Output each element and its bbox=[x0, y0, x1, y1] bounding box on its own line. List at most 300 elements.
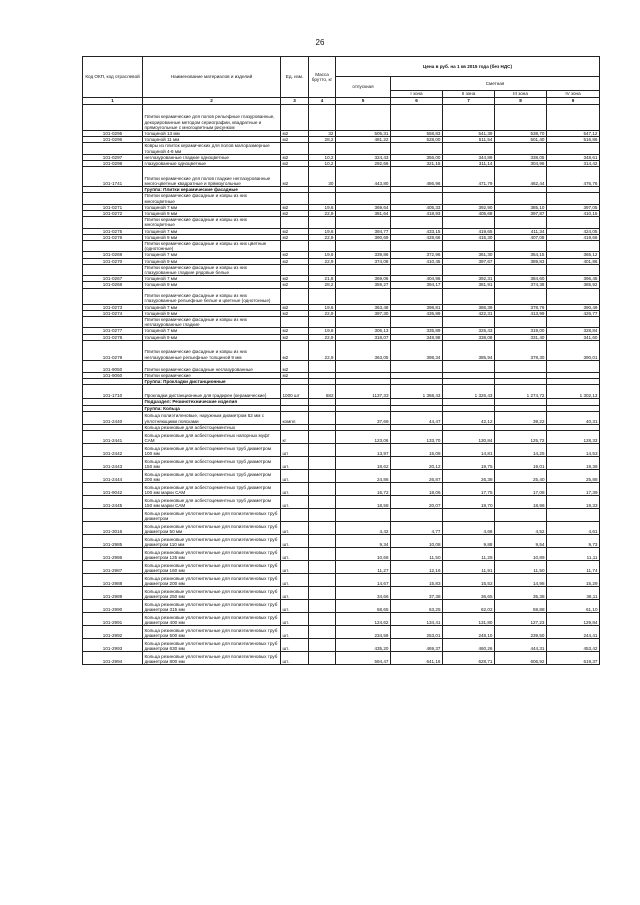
price-zone-1: 435,89 bbox=[391, 310, 443, 316]
item-code: 101-0274 bbox=[83, 310, 143, 316]
item-mass bbox=[309, 217, 336, 228]
price-zone-2: 460,26 bbox=[443, 638, 495, 651]
table-row bbox=[83, 143, 600, 154]
price-zone-2: 422,31 bbox=[443, 310, 495, 316]
header-release: отпускная bbox=[336, 77, 391, 98]
price-zone-3 bbox=[495, 264, 547, 275]
price-release: 14,67 bbox=[336, 573, 391, 586]
item-unit bbox=[281, 143, 309, 154]
price-zone-3: 4,52 bbox=[495, 521, 547, 534]
price-zone-2: 26,38 bbox=[443, 469, 495, 482]
item-unit: м2 bbox=[281, 228, 309, 234]
price-zone-2: 338,08 bbox=[443, 334, 495, 340]
item-unit: м2 bbox=[281, 161, 309, 167]
price-release: 58,65 bbox=[336, 599, 391, 612]
price-release: 124,62 bbox=[336, 612, 391, 625]
item-name: толщиной 7 мм bbox=[143, 328, 281, 334]
header-name: Наименование материалов и изделий bbox=[143, 57, 281, 98]
table-row bbox=[83, 264, 600, 275]
table-row bbox=[83, 411, 600, 424]
price-zone-4: 328,84 bbox=[547, 328, 600, 334]
item-code bbox=[83, 143, 143, 154]
item-code: 101-2990 bbox=[83, 599, 143, 612]
header-zone-3: III зона bbox=[495, 91, 547, 98]
table-row bbox=[83, 443, 600, 456]
price-zone-4: 11,74 bbox=[547, 560, 600, 573]
price-zone-2: 381,91 bbox=[443, 282, 495, 288]
table-row bbox=[83, 105, 600, 131]
item-name: Плитки керамические фасадные и ковры из них глазурованные рельефные белые и цветные (однотонные) bbox=[143, 288, 281, 304]
item-name: Кольца резиновые для асбестоцементных труб диаметром 100 мм марки САМ bbox=[143, 482, 281, 495]
price-zone-4: 36,11 bbox=[547, 586, 600, 599]
price-zone-3 bbox=[495, 288, 547, 304]
price-zone-4 bbox=[547, 360, 600, 372]
price-zone-1 bbox=[391, 217, 443, 228]
price-zone-4: 25,88 bbox=[547, 469, 600, 482]
column-index: 6 bbox=[391, 98, 443, 105]
item-unit bbox=[281, 217, 309, 228]
item-name: толщиной 11 мм bbox=[143, 137, 281, 143]
price-zone-3: 501,40 bbox=[495, 137, 547, 143]
table-row bbox=[83, 167, 600, 187]
item-unit: м2 bbox=[281, 234, 309, 240]
price-release: 369,64 bbox=[336, 204, 391, 210]
item-unit bbox=[281, 317, 309, 328]
item-mass: 22,9 bbox=[309, 211, 336, 217]
item-code: 101-0275 bbox=[83, 228, 143, 234]
price-zone-2: 419,65 bbox=[443, 228, 495, 234]
price-zone-1 bbox=[391, 143, 443, 154]
price-zone-1: 15,08 bbox=[391, 443, 443, 456]
item-code: 101-1710 bbox=[83, 385, 143, 399]
item-name: Плитки керамические фасадные и ковры из них цветные (однотонные) bbox=[143, 241, 281, 252]
item-name: Плитки керамические фасадные и ковры из них неглазурованные гладкие bbox=[143, 317, 281, 328]
price-zone-1: 15,83 bbox=[391, 573, 443, 586]
price-zone-1: 394,17 bbox=[391, 282, 443, 288]
price-zone-4: 396,45 bbox=[547, 276, 600, 282]
price-zone-3: 338,05 bbox=[495, 154, 547, 160]
item-name: Кольца резиновые уплотнительные для полиэтиленовых труб диаметром 110 мм bbox=[143, 534, 281, 547]
item-code: 101-2992 bbox=[83, 625, 143, 638]
item-name: Плитки керамические для полов рельефные глазурованные, декорированные методом сериографии, квадратные и прямоугольные с многоцветным рисунком bbox=[143, 105, 281, 131]
price-zone-3: 319,00 bbox=[495, 328, 547, 334]
price-zone-3: 239,50 bbox=[495, 625, 547, 638]
price-zone-1: 20,07 bbox=[391, 495, 443, 508]
item-unit bbox=[281, 193, 309, 204]
item-name: глазурованные одноцветные bbox=[143, 161, 281, 167]
price-release: 363,05 bbox=[336, 340, 391, 360]
price-release bbox=[336, 143, 391, 154]
item-name: Кольца резиновые уплотнительные для полиэтиленовых труб диаметром 500 мм bbox=[143, 625, 281, 638]
item-mass bbox=[309, 508, 336, 521]
price-release bbox=[336, 264, 391, 275]
item-code: 101-2989 bbox=[83, 586, 143, 599]
item-unit bbox=[281, 508, 309, 521]
price-release: 306,13 bbox=[336, 328, 391, 334]
item-code: 101-0295 bbox=[83, 131, 143, 137]
item-unit: шт. bbox=[281, 560, 309, 573]
price-zone-3: 19,01 bbox=[495, 456, 547, 469]
price-zone-1: 398,81 bbox=[391, 304, 443, 310]
price-zone-2: 17,75 bbox=[443, 482, 495, 495]
price-zone-1: 469,37 bbox=[391, 638, 443, 651]
price-zone-2: 4,68 bbox=[443, 521, 495, 534]
price-zone-2: 541,39 bbox=[443, 131, 495, 137]
item-unit: шт. bbox=[281, 573, 309, 586]
price-zone-2: 131,80 bbox=[443, 612, 495, 625]
table-row bbox=[83, 482, 600, 495]
price-zone-3: 378,76 bbox=[495, 304, 547, 310]
price-release: 34,66 bbox=[336, 586, 391, 599]
item-name: Кольца резиновые уплотнительные для полиэтиленовых труб диаметром 200 мм bbox=[143, 573, 281, 586]
price-release: 24,86 bbox=[336, 469, 391, 482]
item-mass bbox=[309, 143, 336, 154]
price-zone-4: 547,12 bbox=[547, 131, 600, 137]
price-zone-2: 405,68 bbox=[443, 211, 495, 217]
table-row bbox=[83, 385, 600, 399]
item-unit: шт. bbox=[281, 625, 309, 638]
item-code: 101-0276 bbox=[83, 234, 143, 240]
price-zone-2: 19,70 bbox=[443, 495, 495, 508]
price-zone-3: 25,40 bbox=[495, 469, 547, 482]
item-code: 101-0272 bbox=[83, 211, 143, 217]
table-row bbox=[83, 288, 600, 304]
price-zone-2: 14,81 bbox=[443, 443, 495, 456]
item-unit: шт. bbox=[281, 534, 309, 547]
item-mass bbox=[309, 317, 336, 328]
item-mass: 22,9 bbox=[309, 258, 336, 264]
item-name: Кольца резиновые уплотнительные для полиэтиленовых труб диаметром bbox=[143, 508, 281, 521]
item-code: 101-0277 bbox=[83, 328, 143, 334]
price-table bbox=[82, 56, 600, 665]
item-mass bbox=[309, 612, 336, 625]
price-zone-3: 378,30 bbox=[495, 340, 547, 360]
item-code bbox=[83, 241, 143, 252]
item-mass bbox=[309, 599, 336, 612]
header-unit: Ед. изм. bbox=[281, 57, 309, 98]
price-zone-1: 26,87 bbox=[391, 469, 443, 482]
price-zone-2 bbox=[443, 317, 495, 328]
item-mass: 28,2 bbox=[309, 282, 336, 288]
item-code: 101-0279 bbox=[83, 340, 143, 360]
item-name: Плитки керамические bbox=[143, 372, 281, 378]
column-index: 4 bbox=[309, 98, 336, 105]
price-zone-3: 397,87 bbox=[495, 211, 547, 217]
price-zone-4 bbox=[547, 264, 600, 275]
price-zone-2: 344,89 bbox=[443, 154, 495, 160]
item-code bbox=[83, 508, 143, 521]
price-release: 359,27 bbox=[336, 282, 391, 288]
table-row bbox=[83, 360, 600, 372]
item-name: толщиной 9 мм bbox=[143, 334, 281, 340]
column-index: 2 bbox=[143, 98, 281, 105]
item-code bbox=[83, 317, 143, 328]
item-code: 101-0298 bbox=[83, 161, 143, 167]
price-zone-3: 35,38 bbox=[495, 586, 547, 599]
price-zone-3: 59,88 bbox=[495, 599, 547, 612]
price-zone-1: 356,00 bbox=[391, 154, 443, 160]
price-zone-2 bbox=[443, 193, 495, 204]
item-mass bbox=[309, 547, 336, 560]
item-mass: 21,8 bbox=[309, 276, 336, 282]
item-unit bbox=[281, 105, 309, 131]
item-mass: 32 bbox=[309, 131, 336, 137]
table-row bbox=[83, 625, 600, 638]
item-unit: м2 bbox=[281, 340, 309, 360]
price-release: 390,69 bbox=[336, 234, 391, 240]
table-row bbox=[83, 241, 600, 252]
item-unit: м2 bbox=[281, 131, 309, 137]
item-unit: м2 bbox=[281, 360, 309, 372]
price-zone-2: 1 326,43 bbox=[443, 385, 495, 399]
item-mass bbox=[309, 193, 336, 204]
price-release: 363,48 bbox=[336, 304, 391, 310]
table-row bbox=[83, 508, 600, 521]
item-unit: м2 bbox=[281, 276, 309, 282]
item-name: Группа: Прокладки дистанционные bbox=[143, 379, 281, 385]
price-zone-3: 411,34 bbox=[495, 228, 547, 234]
price-release bbox=[336, 193, 391, 204]
price-zone-2: 9,88 bbox=[443, 534, 495, 547]
price-release: 481,22 bbox=[336, 137, 391, 143]
table-row bbox=[83, 340, 600, 360]
price-zone-2 bbox=[443, 508, 495, 521]
item-unit: кг bbox=[281, 430, 309, 443]
item-mass: 22,9 bbox=[309, 234, 336, 240]
price-zone-1: 133,70 bbox=[391, 430, 443, 443]
item-unit: шт. bbox=[281, 651, 309, 664]
price-release: 339,86 bbox=[336, 252, 391, 258]
price-zone-4 bbox=[547, 288, 600, 304]
item-mass: 10,2 bbox=[309, 161, 336, 167]
item-mass bbox=[309, 651, 336, 664]
price-zone-4 bbox=[547, 217, 600, 228]
item-unit: м2 bbox=[281, 310, 309, 316]
price-release: 18,58 bbox=[336, 495, 391, 508]
price-zone-1: 1 368,43 bbox=[391, 385, 443, 399]
price-zone-1: 12,16 bbox=[391, 560, 443, 573]
item-mass bbox=[309, 430, 336, 443]
price-release: 374,08 bbox=[336, 258, 391, 264]
price-zone-4: 410,15 bbox=[547, 211, 600, 217]
price-release: 123,06 bbox=[336, 430, 391, 443]
header-estimate: Сметная bbox=[391, 77, 600, 91]
price-zone-4: 9,73 bbox=[547, 534, 600, 547]
price-zone-4: 424,05 bbox=[547, 228, 600, 234]
item-mass bbox=[309, 482, 336, 495]
price-zone-3: 538,70 bbox=[495, 131, 547, 137]
price-zone-4: 19,38 bbox=[547, 456, 600, 469]
price-zone-2: 361,30 bbox=[443, 252, 495, 258]
item-name: Кольца резиновые для асбестоцементных труб диаметром 150 мм bbox=[143, 456, 281, 469]
price-zone-3: 331,40 bbox=[495, 334, 547, 340]
price-zone-1 bbox=[391, 288, 443, 304]
item-unit: шт bbox=[281, 443, 309, 456]
price-zone-2 bbox=[443, 360, 495, 372]
price-zone-4: 348,61 bbox=[547, 154, 600, 160]
column-index: 1 bbox=[83, 98, 143, 105]
price-zone-4 bbox=[547, 105, 600, 131]
item-name: толщиной 9 мм bbox=[143, 282, 281, 288]
price-zone-1: 372,96 bbox=[391, 252, 443, 258]
table-row bbox=[83, 469, 600, 482]
item-mass: 10,2 bbox=[309, 154, 336, 160]
price-zone-1: 11,50 bbox=[391, 547, 443, 560]
table-row bbox=[83, 521, 600, 534]
item-unit: компл bbox=[281, 411, 309, 424]
price-zone-2: 130,84 bbox=[443, 430, 495, 443]
item-mass bbox=[309, 443, 336, 456]
item-name: Кольца резиновые уплотнительные для полиэтиленовых труб диаметром 400 мм bbox=[143, 612, 281, 625]
price-zone-3 bbox=[495, 193, 547, 204]
item-code bbox=[83, 217, 143, 228]
column-index: 5 bbox=[336, 98, 391, 105]
price-zone-3: 18,96 bbox=[495, 495, 547, 508]
item-code: 101-2445 bbox=[83, 495, 143, 508]
item-unit: м2 bbox=[281, 137, 309, 143]
column-index: 7 bbox=[443, 98, 495, 105]
table-row bbox=[83, 560, 600, 573]
price-zone-2 bbox=[443, 217, 495, 228]
price-release: 234,59 bbox=[336, 625, 391, 638]
price-zone-3: 374,38 bbox=[495, 282, 547, 288]
item-code: 101-3016 bbox=[83, 521, 143, 534]
price-release: 324,43 bbox=[336, 154, 391, 160]
item-unit: шт. bbox=[281, 495, 309, 508]
item-mass bbox=[309, 411, 336, 424]
price-zone-1: 433,15 bbox=[391, 228, 443, 234]
price-zone-2: 11,91 bbox=[443, 560, 495, 573]
item-code: 101-0278 bbox=[83, 334, 143, 340]
price-zone-2 bbox=[443, 288, 495, 304]
price-release bbox=[336, 360, 391, 372]
price-zone-1: 486,96 bbox=[391, 167, 443, 187]
price-zone-4: 401,86 bbox=[547, 258, 600, 264]
price-zone-1: 335,89 bbox=[391, 328, 443, 334]
price-zone-3: 462,44 bbox=[495, 167, 547, 187]
column-index: 8 bbox=[495, 98, 547, 105]
header-price: Цена в руб. на 1 кв 2015 года (без НДС) bbox=[336, 57, 600, 77]
price-release: 397,30 bbox=[336, 310, 391, 316]
item-name: Плитки керамические фасадные и ковры из них неглазурованные рельефные толщиной 9 мм bbox=[143, 340, 281, 360]
price-release: 369,06 bbox=[336, 276, 391, 282]
column-index: 9 bbox=[547, 98, 600, 105]
price-zone-1: 558,83 bbox=[391, 131, 443, 137]
price-zone-3: 444,31 bbox=[495, 638, 547, 651]
item-mass: 22,9 bbox=[309, 340, 336, 360]
price-zone-2: 386,39 bbox=[443, 304, 495, 310]
price-zone-4: 244,41 bbox=[547, 625, 600, 638]
item-name: Кольца резиновые уплотнительные для полиэтиленовых труб диаметром 630 мм bbox=[143, 638, 281, 651]
price-zone-4: 40,31 bbox=[547, 411, 600, 424]
item-name: Кольца резиновые для асбестоцементных труб диаметром 200 мм bbox=[143, 469, 281, 482]
item-name: Плитки керамические фасадные и ковры из них многоцветные bbox=[143, 193, 281, 204]
item-unit: шт. bbox=[281, 599, 309, 612]
table-row bbox=[83, 317, 600, 328]
table-body bbox=[83, 98, 600, 665]
item-unit: м2 bbox=[281, 334, 309, 340]
item-mass bbox=[309, 495, 336, 508]
price-release: 9,34 bbox=[336, 534, 391, 547]
item-unit bbox=[281, 264, 309, 275]
item-code bbox=[83, 288, 143, 304]
price-release bbox=[336, 317, 391, 328]
item-name: Кольца резиновые уплотнительные для полиэтиленовых труб диаметром 125 мм bbox=[143, 547, 281, 560]
price-release: 16,72 bbox=[336, 482, 391, 495]
item-code: 101-0271 bbox=[83, 204, 143, 210]
price-zone-3: 11,50 bbox=[495, 560, 547, 573]
price-zone-3: 407,08 bbox=[495, 234, 547, 240]
price-zone-4 bbox=[547, 241, 600, 252]
price-zone-4 bbox=[547, 508, 600, 521]
item-unit: м2 bbox=[281, 328, 309, 334]
price-zone-4: 390,01 bbox=[547, 340, 600, 360]
item-code bbox=[83, 264, 143, 275]
price-zone-4: 129,84 bbox=[547, 612, 600, 625]
item-name: Кольца резиновые уплотнительные для полиэтиленовых труб диаметром 50 мм bbox=[143, 521, 281, 534]
price-zone-1: 528,00 bbox=[391, 137, 443, 143]
price-zone-1 bbox=[391, 264, 443, 275]
price-zone-3: 10,89 bbox=[495, 547, 547, 560]
price-zone-2 bbox=[443, 264, 495, 275]
price-release: 381,64 bbox=[336, 211, 391, 217]
item-code: 101-9042 bbox=[83, 482, 143, 495]
price-zone-4: 426,77 bbox=[547, 310, 600, 316]
price-zone-4: 17,39 bbox=[547, 482, 600, 495]
price-release bbox=[336, 105, 391, 131]
item-unit: шт. bbox=[281, 638, 309, 651]
price-zone-2: 325,43 bbox=[443, 328, 495, 334]
item-code bbox=[83, 193, 143, 204]
item-unit: шт. bbox=[281, 469, 309, 482]
header-zone-4: IV зона bbox=[547, 91, 600, 98]
price-release: 10,66 bbox=[336, 547, 391, 560]
price-zone-4: 314,42 bbox=[547, 161, 600, 167]
price-zone-3: 354,15 bbox=[495, 252, 547, 258]
price-zone-3: 127,23 bbox=[495, 612, 547, 625]
item-code: 101-0273 bbox=[83, 304, 143, 310]
price-zone-3: 125,72 bbox=[495, 430, 547, 443]
price-zone-3: 304,96 bbox=[495, 161, 547, 167]
price-zone-1: 37,38 bbox=[391, 586, 443, 599]
price-zone-2: 11,28 bbox=[443, 547, 495, 560]
item-unit: м2 bbox=[281, 167, 309, 187]
item-name: толщиной 7 мм bbox=[143, 252, 281, 258]
price-release: 443,80 bbox=[336, 167, 391, 187]
table-row bbox=[83, 612, 600, 625]
price-zone-4: 341,60 bbox=[547, 334, 600, 340]
item-mass bbox=[309, 586, 336, 599]
item-mass bbox=[309, 638, 336, 651]
price-zone-3: 384,60 bbox=[495, 276, 547, 282]
table-row bbox=[83, 599, 600, 612]
item-code: 101-2993 bbox=[83, 638, 143, 651]
price-zone-1 bbox=[391, 508, 443, 521]
price-release: 394,77 bbox=[336, 228, 391, 234]
item-code: 101-0269 bbox=[83, 252, 143, 258]
table-row bbox=[83, 193, 600, 204]
item-name: Группа: Кольца bbox=[143, 405, 281, 411]
item-name: Плитки керамические фасадные и ковры из них многоцветные bbox=[143, 217, 281, 228]
item-unit: м2 bbox=[281, 204, 309, 210]
price-release: 37,69 bbox=[336, 411, 391, 424]
item-code: 101-2442 bbox=[83, 443, 143, 456]
header-code: Код ОКП, код отраслевой bbox=[83, 57, 143, 98]
price-zone-1 bbox=[391, 317, 443, 328]
item-mass bbox=[309, 360, 336, 372]
table-row bbox=[83, 638, 600, 651]
item-unit: шт. bbox=[281, 612, 309, 625]
